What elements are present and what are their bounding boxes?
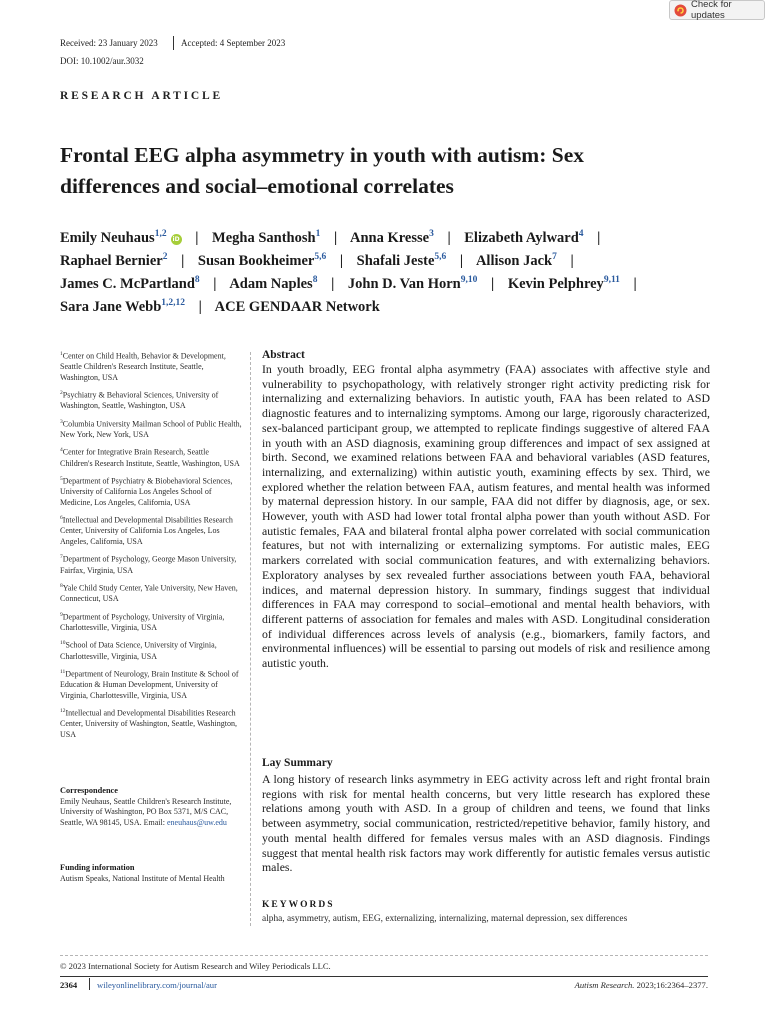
journal-url-link[interactable]: wileyonlinelibrary.com/journal/aur xyxy=(97,980,217,990)
affiliation-item xyxy=(60,513,242,547)
author-name[interactable]: James C. McPartland xyxy=(60,275,195,292)
lay-summary-heading: Lay Summary xyxy=(262,757,333,769)
article-type: RESEARCH ARTICLE xyxy=(60,90,223,102)
author-affil-ref: 7 xyxy=(552,252,557,262)
author-separator: | xyxy=(490,275,495,292)
author-group-name[interactable]: ACE GENDAAR Network xyxy=(214,298,380,315)
check-for-updates-label: Check for updates xyxy=(691,0,732,21)
affiliations-list xyxy=(60,349,242,745)
author-affil-ref: 1,2 xyxy=(154,229,167,239)
affiliation-text: Yale Child Study Center, Yale University, New Haven, Connecticut, USA xyxy=(60,583,238,604)
author-name[interactable]: John D. Van Horn xyxy=(347,275,461,292)
funding-block xyxy=(60,863,242,884)
affiliation-number: 10 xyxy=(60,640,66,647)
affiliation-text: Center on Child Health, Behavior & Development, Seattle Children's Research Institute, Seattle, Washington, USA xyxy=(60,351,226,382)
author-line xyxy=(60,275,647,293)
author-name[interactable]: Susan Bookheimer xyxy=(197,252,315,269)
article-title: Frontal EEG alpha asymmetry in youth with autism: Sex differences and social–emotional correlates xyxy=(60,143,584,198)
affiliation-item xyxy=(60,445,242,469)
accepted-date: Accepted: 4 September 2023 xyxy=(181,38,286,48)
author-separator: | xyxy=(339,252,344,269)
correspondence-heading: Correspondence xyxy=(60,786,118,795)
author-separator: | xyxy=(633,275,637,292)
author-affil-ref: 5,6 xyxy=(434,252,447,262)
author-separator: | xyxy=(459,252,464,269)
author-affil-ref: 9,11 xyxy=(603,275,620,285)
author-name[interactable]: Elizabeth Aylward xyxy=(464,229,579,246)
affiliation-text: Department of Psychology, George Mason University, Fairfax, Virginia, USA xyxy=(60,555,237,575)
author-line xyxy=(60,229,610,247)
keywords-text: alpha, asymmetry, autism, EEG, externalizing, internalizing, maternal depression, sex differences xyxy=(262,914,628,924)
affiliation-item xyxy=(60,667,242,701)
author-affil-ref: 3 xyxy=(429,229,434,239)
author-affil-ref: 8 xyxy=(312,275,318,285)
funding-text: Autism Speaks, National Institute of Mental Health xyxy=(60,873,225,883)
correspondence-text xyxy=(60,797,242,829)
update-badge-icon xyxy=(674,4,687,17)
affiliation-text: School of Data Science, University of Virginia, Charlottesville, Virginia, USA xyxy=(60,641,217,661)
author-separator: | xyxy=(597,229,601,246)
abstract-text: In youth broadly, EEG frontal alpha asymmetry (FAA) associates with affective style and vulnerability to psychopathology, with relatively stronger right activity predicting risk for internalizing and externalizing behaviors. In autistic youth, FAA has been related to ASD diagnostic features and to internalizing symptoms. Among our large, rigorously characterized, sex-balanced participant group, we attempted to replicate findings suggestive of altered FAA in youth with an ASD diagnosis, examining group differences and impact of sex assigned at birth. Second, we examined relations between FAA and behavioral variables (ASD features, internalizing, and externalizing) within autistic youth, examining effects by sex. Third, we explored whether the relation between FAA, autism features, and mental health was informed by maternal depression history. In our sample, FAA did not differ by diagnosis, age, or sex. However, youth with ASD had lower total frontal alpha power than youth without ASD. For autistic females, FAA and bilateral frontal alpha power correlated with social communication features, but not with internalizing or externalizing symptoms. For autistic males, EEG markers correlated with social communication features, and with externalizing behaviors. Exploratory analyses by sex revealed further associations between youth FAA, behavioral indices, and maternal depression history. In summary, findings suggest that individual differences in FAA may correspond to social–emotional and mental health behaviors, with different patterns of association for females and males with ASD. Longitudinal consideration of individual differences across levels of analysis (e.g., biomarkers, family factors, and environmental influences) will be essential to parsing out models of risk and resilience among autistic youth. xyxy=(262,362,710,671)
abstract-heading: Abstract xyxy=(262,349,305,361)
author-affil-ref: 2 xyxy=(162,252,168,262)
author-affil-ref: 1,2,12 xyxy=(161,298,186,308)
affiliation-item xyxy=(60,474,242,508)
affiliation-text: Department of Psychiatry & Biobehavioral Sciences, University of California Los Angeles School of Medicine, Los Angeles, California, USA xyxy=(60,476,233,507)
footer-dashed-divider xyxy=(60,955,708,956)
author-separator: | xyxy=(213,275,217,292)
citation-details: 2023;16:2364–2377. xyxy=(636,980,708,990)
footer-rule xyxy=(60,976,708,977)
author-name[interactable]: Shafali Jeste xyxy=(356,252,435,269)
affiliation-text: Intellectual and Developmental Disabilities Research Center, University of Washington, Seattle, Washington, USA xyxy=(60,708,237,739)
author-name[interactable]: Anna Kresse xyxy=(349,229,430,246)
author-name[interactable]: Adam Naples xyxy=(229,275,313,292)
author-affil-ref: 4 xyxy=(578,229,584,239)
header-divider xyxy=(173,36,174,50)
affiliation-text: Psychiatry & Behavioral Sciences, University of Washington, Seattle, Washington, USA xyxy=(60,390,219,411)
affiliation-number: 2 xyxy=(60,390,63,397)
column-divider xyxy=(250,352,251,926)
author-separator: | xyxy=(181,252,185,269)
affiliation-number: 9 xyxy=(60,611,63,618)
footer-divider xyxy=(89,978,90,990)
author-line xyxy=(60,252,584,270)
author-separator: | xyxy=(570,252,574,269)
author-name[interactable]: Allison Jack xyxy=(475,252,553,269)
lay-summary-text: A long history of research links asymmetry in EEG activity across left and right frontal brain regions with risk for mental health concerns, but very little research has explored these relations among youth with ASD. In a group of children and teens, we found that links between asymmetry, social communication, restricted/repetitive behavior, family history, and youth mental health differed for females versus males with an ASD diagnosis. Findings suggest that mental health risk factors may work differently for autistic females versus autistic males. xyxy=(262,772,710,875)
affiliation-text: Intellectual and Developmental Disabilities Research Center, University of California Los Angeles, Los Angeles, California, USA xyxy=(60,515,233,546)
author-affil-ref: 5,6 xyxy=(314,252,327,262)
author-name[interactable]: Kevin Pelphrey xyxy=(507,275,604,292)
journal-name: Autism Research. xyxy=(574,980,635,990)
check-for-updates-button[interactable] xyxy=(669,0,765,20)
author-separator: | xyxy=(333,229,338,246)
funding-heading: Funding information xyxy=(60,863,135,872)
author-separator: | xyxy=(447,229,451,246)
author-name[interactable]: Raphael Bernier xyxy=(60,252,163,269)
affiliation-text: Department of Neurology, Brain Institute & School of Education & Human Development, University of Virginia, Charlottesville, Virginia, USA xyxy=(60,669,239,700)
keywords-heading: KEYWORDS xyxy=(262,900,335,910)
affiliation-item xyxy=(60,417,242,441)
correspondence-block xyxy=(60,786,242,829)
affiliation-number: 7 xyxy=(60,554,63,561)
received-date: Received: 23 January 2023 xyxy=(60,38,158,48)
doi: DOI: 10.1002/aur.3032 xyxy=(60,56,144,66)
correspondence-email-link[interactable]: eneuhaus@uw.edu xyxy=(166,817,227,827)
page-number: 2364 xyxy=(60,980,78,990)
author-name[interactable]: Megha Santhosh xyxy=(212,229,316,246)
affiliation-item xyxy=(60,388,242,412)
affiliation-number: 5 xyxy=(60,476,63,483)
email-label: Email: xyxy=(143,817,165,827)
affiliation-number: 11 xyxy=(60,669,66,676)
affiliation-item xyxy=(60,552,242,576)
affiliation-number: 8 xyxy=(60,583,63,590)
author-name[interactable]: Sara Jane Webb xyxy=(60,298,162,315)
author-affil-ref: 8 xyxy=(194,275,200,285)
affiliation-number: 12 xyxy=(60,708,66,715)
author-affil-ref: 1 xyxy=(315,229,321,239)
journal-citation xyxy=(575,980,708,990)
affiliation-text: Center for Integrative Brain Research, Seattle Children's Research Institute, Seattle, Washington, USA xyxy=(60,448,240,468)
affiliation-number: 6 xyxy=(60,515,63,522)
orcid-icon[interactable]: iD xyxy=(172,235,180,243)
author-line xyxy=(60,298,380,316)
affiliation-number: 3 xyxy=(60,418,63,425)
author-separator: | xyxy=(198,298,202,315)
affiliation-number: 1 xyxy=(60,351,63,357)
author-separator: | xyxy=(195,229,199,246)
author-separator: | xyxy=(331,275,335,292)
correspondence-address: Emily Neuhaus, Seattle Children's Research Institute, University of Washington, PO Box 5371, M/S CAC, Seattle, WA 98145, USA. xyxy=(60,796,232,827)
affiliation-item xyxy=(60,610,242,634)
affiliation-item xyxy=(60,706,242,740)
affiliation-number: 4 xyxy=(60,447,63,454)
affiliation-item xyxy=(60,581,242,605)
author-affil-ref: 9,10 xyxy=(460,275,478,285)
affiliation-text: Department of Psychology, University of Virginia, Charlottesville, Virginia, USA xyxy=(60,612,225,632)
affiliation-item xyxy=(60,349,242,383)
copyright-notice: © 2023 International Society for Autism Research and Wiley Periodicals LLC. xyxy=(60,961,331,971)
affiliation-item xyxy=(60,638,242,662)
author-name[interactable]: Emily Neuhaus xyxy=(60,229,155,246)
affiliation-text: Columbia University Mailman School of Public Health, New York, New York, USA xyxy=(60,419,242,439)
